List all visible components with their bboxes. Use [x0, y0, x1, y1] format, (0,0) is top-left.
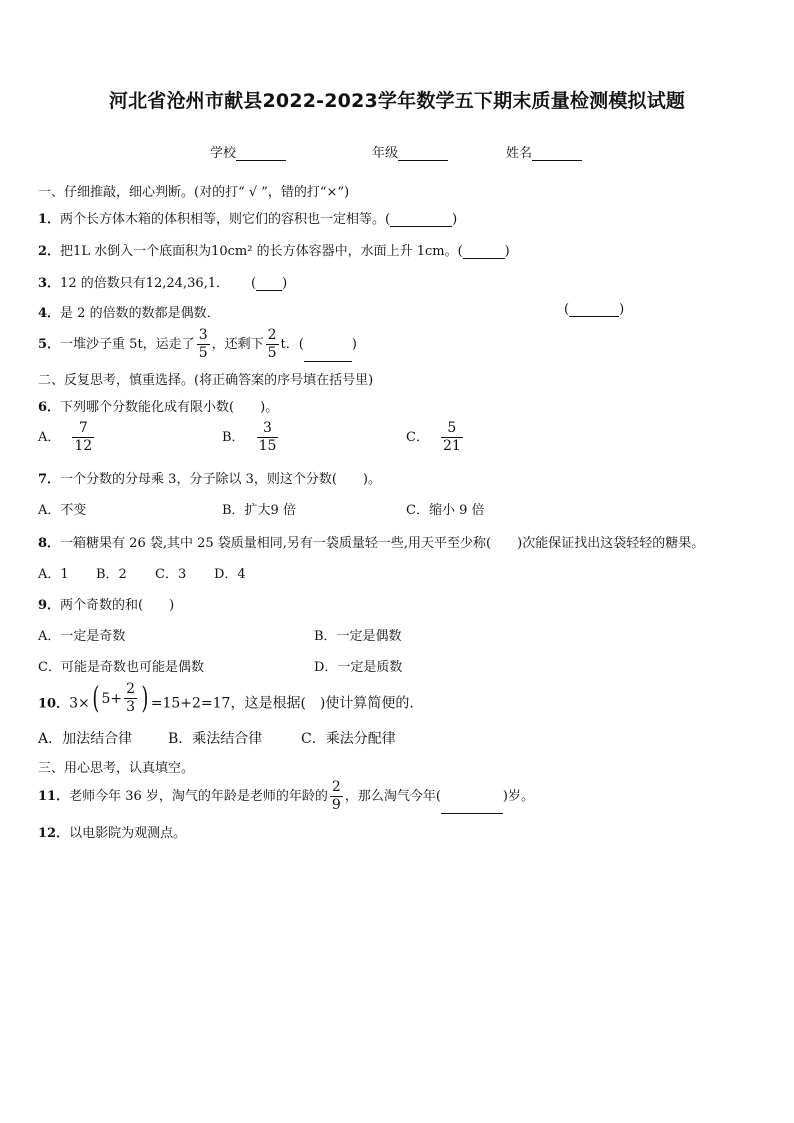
- q7-option-b[interactable]: B．扩大9 倍: [222, 503, 296, 518]
- q1-number: 1．: [38, 212, 61, 227]
- section-2-heading: 二、反复思考，慎重选择。(将正确答案的序号填在括号里): [38, 373, 374, 388]
- q6-option-c-fraction: $\frac{5}{21}$: [442, 420, 461, 454]
- q6-option-c-letter: C．: [406, 430, 429, 445]
- q5-answer-blank[interactable]: [304, 348, 352, 362]
- q4-answer: [564, 302, 624, 317]
- q12-number: 12．: [38, 826, 70, 841]
- q10-parenthesized-expression: ( 5+ $\frac{2}{3}$ ): [92, 680, 149, 716]
- q11-answer-blank[interactable]: [441, 800, 503, 814]
- q5-number: 5．: [38, 337, 61, 352]
- grade-blank[interactable]: [398, 146, 448, 161]
- question-6: [38, 396, 278, 415]
- question-7: [38, 468, 381, 487]
- q2-text: 把1L 水倒入一个底面积为10cm² 的长方体容器中，水面上升 1cm。(: [60, 244, 463, 259]
- q5-text-c: t．(: [280, 337, 304, 352]
- q2-number: 2．: [38, 244, 61, 259]
- q7-option-a[interactable]: A．不变: [38, 503, 87, 518]
- q11-fraction: $\frac{2}{9}$: [331, 779, 341, 813]
- question-11: [38, 779, 534, 814]
- q9-option-b[interactable]: B．一定是偶数: [314, 629, 402, 644]
- name-label: 姓名: [506, 146, 533, 161]
- page-title: 河北省沧州市献县2022-2023学年数学五下期末质量检测模拟试题: [108, 90, 686, 112]
- q6-option-b-letter: B．: [222, 430, 245, 445]
- q9-text: 两个奇数的和( ): [60, 598, 175, 613]
- q1-text: 两个长方体木箱的体积相等，则它们的容积也一定相等。(: [60, 212, 391, 227]
- question-12: [38, 822, 186, 841]
- q7-option-c[interactable]: C．缩小 9 倍: [406, 503, 485, 518]
- q6-option-a[interactable]: [38, 420, 96, 455]
- section-3-heading: 三、用心思考，认真填空。: [38, 761, 195, 776]
- q10-fraction: $\frac{2}{3}$: [126, 681, 136, 715]
- q4-paren-open: (: [564, 302, 570, 317]
- q5-fraction-2: $\frac{2}{5}$: [267, 327, 277, 361]
- section-1-heading: 一、仔细推敲，细心判断。(对的打“ √ ”，错的打“×”): [38, 185, 350, 200]
- q7-number: 7．: [38, 472, 61, 487]
- q6-option-a-fraction: $\frac{7}{12}$: [74, 420, 93, 454]
- school-label: 学校: [210, 146, 237, 161]
- q10-option-b[interactable]: B．乘法结合律: [168, 731, 263, 747]
- school-blank[interactable]: [236, 146, 286, 161]
- q7-text: 一个分数的分母乘 3，分子除以 3，则这个分数( )。: [60, 472, 381, 487]
- q4-number: 4．: [38, 306, 61, 321]
- q6-option-c[interactable]: [406, 420, 465, 455]
- q3-number: 3．: [38, 276, 61, 291]
- q8-text: 一箱糖果有 26 袋,其中 25 袋质量相同,另有一袋质量轻一些,用天平至少称( )次能保证找出这袋轻轻的糖果。: [60, 536, 705, 551]
- question-2: [38, 240, 510, 259]
- question-8: [38, 532, 704, 551]
- question-1: [38, 208, 457, 227]
- q5-text-a: 一堆沙子重 5t，运走了: [60, 337, 195, 352]
- q10-number: 10．: [38, 696, 70, 712]
- q10-option-c[interactable]: C．乘法分配律: [301, 731, 396, 747]
- q8-option-c[interactable]: C．3: [155, 567, 187, 582]
- q8-option-b[interactable]: B．2: [96, 567, 127, 582]
- q3-paren-open: (: [251, 276, 257, 291]
- q11-text-b: ，那么淘气今年(: [344, 789, 441, 804]
- q9-number: 9．: [38, 598, 61, 613]
- question-10: [38, 681, 414, 716]
- q2-paren-close: ): [504, 244, 510, 259]
- q11-text-c: )岁。: [502, 789, 534, 804]
- school-field[interactable]: [210, 142, 286, 161]
- q6-text: 下列哪个分数能化成有限小数( )。: [60, 400, 279, 415]
- q4-paren-close: ): [619, 302, 625, 317]
- q8-option-a[interactable]: A．1: [38, 567, 69, 582]
- q3-answer-blank[interactable]: [256, 277, 282, 291]
- q9-option-d[interactable]: D．一定是质数: [314, 660, 403, 675]
- q10-pre: 3×: [69, 695, 90, 712]
- grade-label: 年级: [372, 146, 399, 161]
- q4-answer-blank[interactable]: [569, 303, 619, 317]
- q1-answer-blank[interactable]: [390, 213, 452, 227]
- q9-option-c[interactable]: C．可能是奇数也可能是偶数: [38, 660, 204, 675]
- q11-text-a: 老师今年 36 岁，淘气的年龄是老师的年龄的: [69, 789, 328, 804]
- q5-text-b: ，还剩下: [211, 337, 264, 352]
- question-5: [38, 327, 357, 362]
- name-blank[interactable]: [532, 146, 582, 161]
- q3-text: 12 的倍数只有12,24,36,1．: [60, 276, 230, 291]
- q10-option-a[interactable]: A．加法结合律: [38, 731, 133, 747]
- question-3: [38, 272, 287, 291]
- q8-option-d[interactable]: D．4: [214, 567, 246, 582]
- q6-number: 6．: [38, 400, 61, 415]
- grade-field[interactable]: [372, 142, 448, 161]
- name-field[interactable]: [506, 142, 582, 161]
- q6-option-a-letter: A．: [38, 430, 61, 445]
- q11-number: 11．: [38, 789, 70, 804]
- q2-answer-blank[interactable]: [463, 245, 505, 259]
- question-4: [38, 302, 220, 321]
- q5-paren-close: ): [351, 337, 357, 352]
- q6-option-b[interactable]: [222, 420, 280, 455]
- q6-option-b-fraction: $\frac{3}{15}$: [258, 420, 277, 454]
- question-9: [38, 594, 174, 613]
- q8-number: 8．: [38, 536, 61, 551]
- q4-text: 是 2 的倍数的数都是偶数．: [60, 306, 220, 321]
- q1-paren-close: ): [452, 212, 458, 227]
- q5-fraction-1: $\frac{3}{5}$: [198, 327, 208, 361]
- q10-inner: 5+: [101, 690, 123, 707]
- q3-paren-close: ): [282, 276, 288, 291]
- q9-option-a[interactable]: A．一定是奇数: [38, 629, 126, 644]
- q10-post: =15+2=17，这是根据( )使计算简便的.: [150, 695, 414, 712]
- q12-text: 以电影院为观测点。: [69, 826, 187, 841]
